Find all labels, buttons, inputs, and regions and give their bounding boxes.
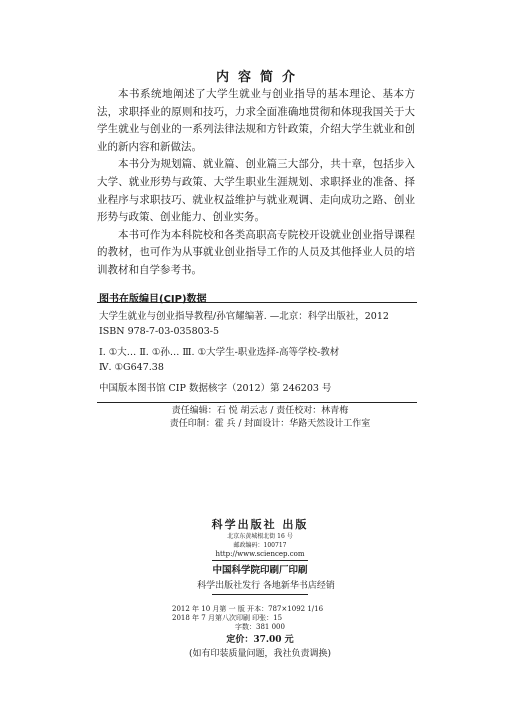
production-credits: 责任印制：霍 兵 / 封面设计：华路天然设计工作室 — [169, 419, 371, 429]
summary-paragraph: 本书分为规划篇、就业篇、创业篇三大部分，共十章，包括步入大学、就业形势与政策、大学生职业生涯规划、求职择业的准备、择业程序与求职技巧、就业权益维护与就业观调、走向成功之路、创业形势与政策、创业能力、创业实务。 — [97, 158, 415, 224]
cip-isbn: ISBN 978-7-03-035803-5 — [99, 326, 219, 337]
publisher-rule — [212, 560, 308, 561]
editor-credits: 责任编辑：石 悦 胡云志 / 责任校对：林青梅 — [171, 406, 349, 416]
word-count: 字数：381 000 — [235, 623, 285, 631]
summary-paragraph: 本书可作为本科院校和各类高职高专院校开设就业创业指导课程的教材，也可作为从事就业创业指导工作的人员及其他择业人员的培训教材和自学参考书。 — [97, 228, 415, 276]
quality-notice: (如有印装质量问题，我社负责调换) — [188, 649, 332, 659]
publisher-website: http://www.sciencep.com — [215, 550, 305, 558]
price: 定价：37.00 元 — [226, 635, 294, 645]
cip-heading: 图书在版编目(CIP)数据 — [99, 294, 207, 305]
cip-line: 大学生就业与创业指导教程/孙官耀编著. —北京：科学出版社，2012 — [99, 311, 389, 322]
first-edition-info: 2012 年 10 月第 一 版 开本：787×1092 1/16 — [172, 605, 324, 613]
printer-name: 中国科学院印刷厂印刷 — [212, 565, 308, 576]
summary-title: 内容简介 — [215, 70, 304, 85]
cip-record-number: 中国版本图书馆 CIP 数据核字（2012）第 246203 号 — [99, 383, 332, 394]
cip-line: Ⅰ. ①大… Ⅱ. ①孙… Ⅲ. ①大学生-职业选择-高等学校-教材 — [99, 347, 340, 358]
distribution-rule — [212, 594, 308, 595]
publisher-postcode: 邮政编码：100717 — [233, 542, 287, 549]
cip-top-rule — [97, 302, 417, 303]
reprint-info: 2018 年 7 月第八次印刷 印张：15 — [172, 614, 283, 622]
cip-line: Ⅳ. ①G647.38 — [99, 362, 164, 373]
summary-body — [97, 86, 415, 280]
summary-paragraph: 本书系统地阐述了大学生就业与创业指导的基本理论、基本方法，求职择业的原则和技巧，力求全面准确地贯彻和体现我国关于大学生就业与创业的一系列法律法规和方针政策，介绍大学生就业和创业的新内容和新做法。 — [97, 88, 415, 153]
distribution-info: 科学出版社发行 各地新华书店经销 — [197, 581, 335, 591]
publisher-name: 科学出版社 出版 — [211, 518, 309, 531]
publisher-address: 北京东黄城根北街 16 号 — [227, 533, 293, 540]
